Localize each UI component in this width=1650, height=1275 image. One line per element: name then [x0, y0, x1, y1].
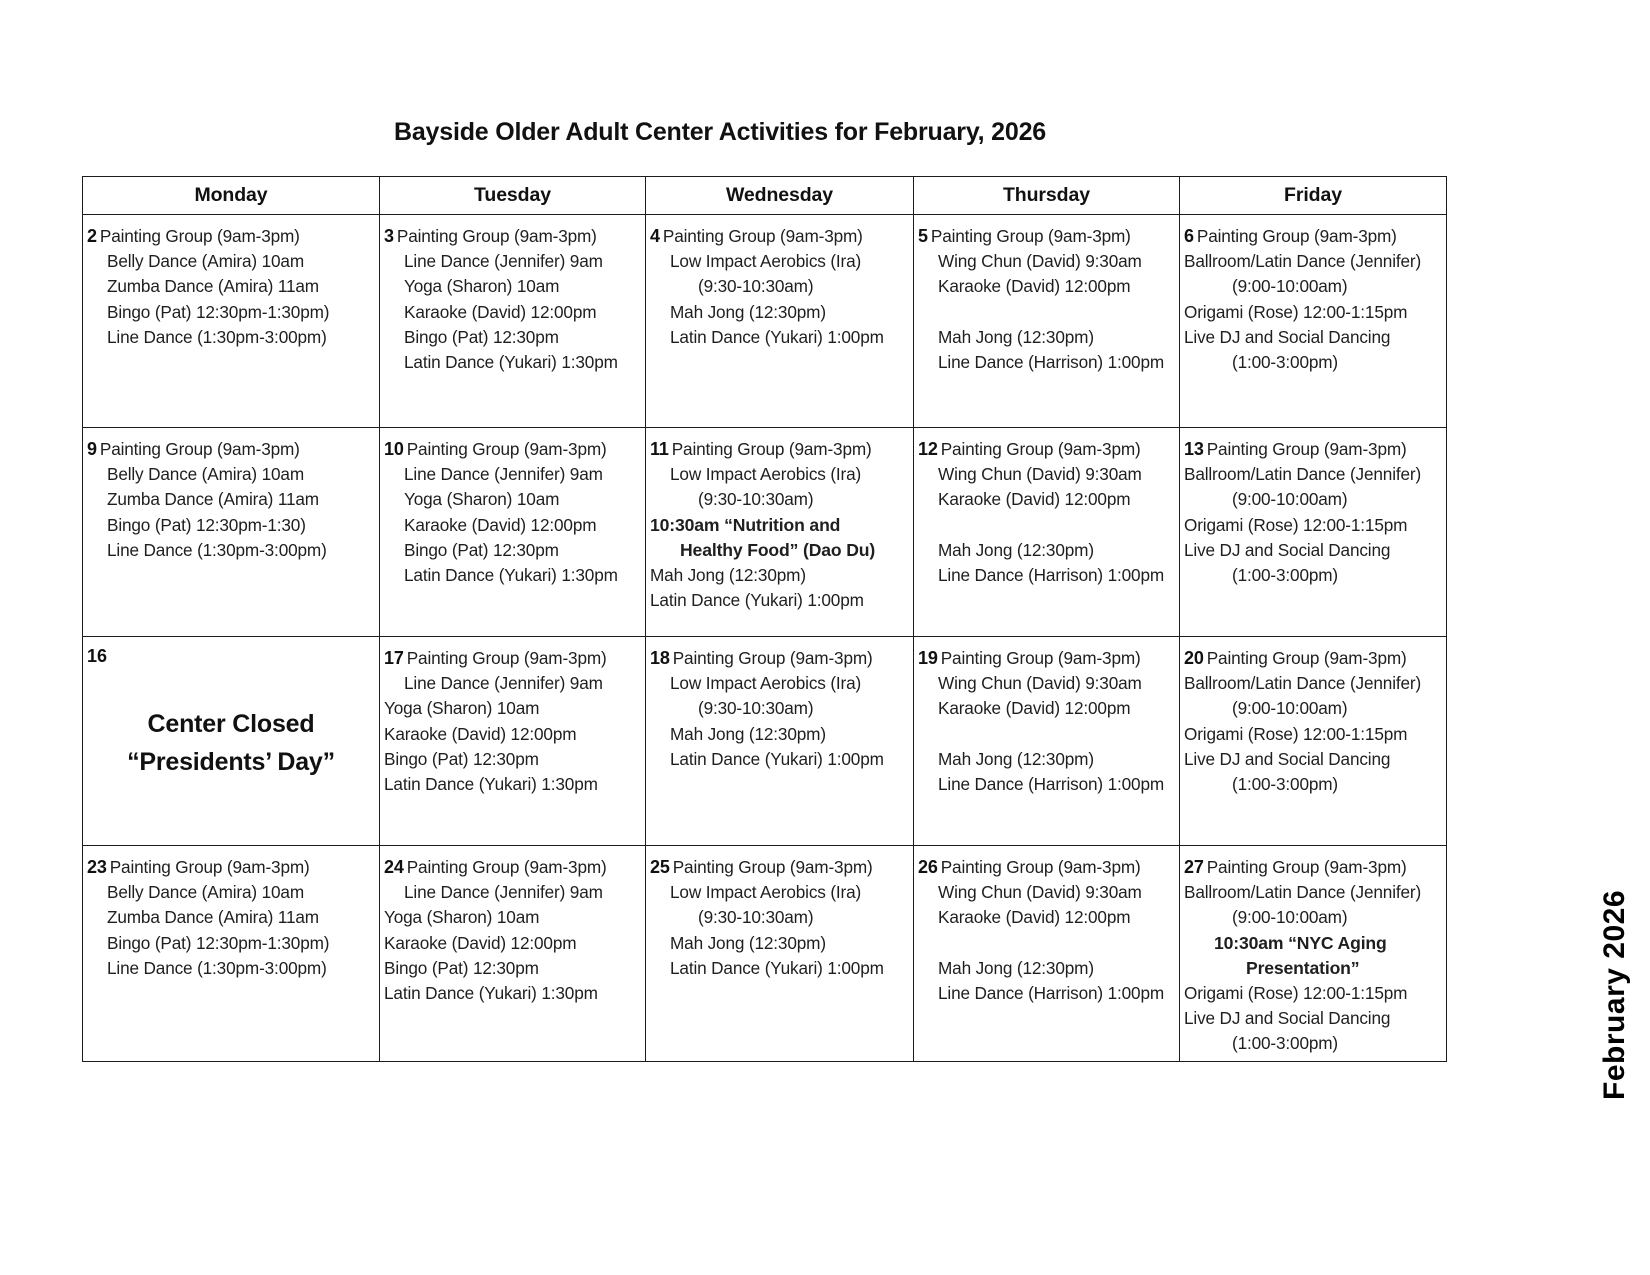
day-cell-content: [1180, 215, 1446, 427]
spacer-line: [918, 300, 1175, 325]
activity-item: Line Dance (Jennifer) 9am: [404, 464, 603, 485]
day-first-line: [384, 855, 641, 880]
activity-item: Painting Group (9am-3pm): [406, 648, 607, 668]
center-closed-notice: [87, 705, 375, 781]
activity-item: Painting Group (9am-3pm): [99, 439, 300, 459]
day-number: 25: [650, 857, 670, 877]
activity-item: Painting Group (9am-3pm): [672, 857, 873, 877]
day-first-line: [1184, 437, 1442, 462]
activity-item: Ballroom/Latin Dance (Jennifer): [1184, 673, 1422, 694]
activity-item: Mah Jong (12:30pm): [670, 723, 826, 744]
activity-item: Healthy Food” (Dao Du): [680, 539, 876, 560]
activity-item: Origami (Rose) 12:00-1:15pm: [1184, 514, 1408, 535]
calendar-day-cell-4[interactable]: [646, 215, 914, 428]
activity-item: Latin Dance (Yukari) 1:30pm: [404, 352, 618, 373]
activity-item: Wing Chun (David) 9:30am: [938, 882, 1142, 903]
day-cell-content: [646, 637, 913, 845]
calendar-day-cell-11[interactable]: [646, 428, 914, 637]
activity-list: [87, 855, 375, 981]
activity-item: Mah Jong (12:30pm): [670, 301, 826, 322]
calendar-day-cell-18[interactable]: [646, 637, 914, 846]
day-cell-content: [914, 637, 1179, 845]
calendar-day-cell-5[interactable]: [914, 215, 1180, 428]
day-first-line: [384, 646, 641, 671]
day-cell-content: [380, 215, 645, 427]
activity-list: [384, 646, 641, 797]
activity-list: [1184, 855, 1442, 1057]
activity-item: Zumba Dance (Amira) 11am: [107, 907, 319, 928]
activity-item: Karaoke (David) 12:00pm: [404, 301, 597, 322]
calendar-day-cell-27[interactable]: [1180, 846, 1447, 1062]
calendar-header-row: [83, 177, 1447, 215]
day-number: 17: [384, 648, 404, 668]
activity-list: [650, 437, 909, 613]
calendar-week-row: [83, 846, 1447, 1062]
day-number: 23: [87, 857, 107, 877]
day-first-line: [650, 855, 909, 880]
day-first-line: [384, 437, 641, 462]
activity-item: Yoga (Sharon) 10am: [384, 698, 540, 719]
day-first-line: [918, 855, 1175, 880]
day-cell-content: [1180, 846, 1446, 1061]
calendar-day-cell-13[interactable]: [1180, 428, 1447, 637]
activity-item: (9:30-10:30am): [698, 489, 814, 510]
activity-list: [918, 855, 1175, 1006]
calendar-day-cell-9[interactable]: [83, 428, 380, 637]
activity-item: Painting Group (9am-3pm): [1206, 648, 1407, 668]
activity-item: Bingo (Pat) 12:30pm-1:30pm): [107, 301, 330, 322]
day-cell-content: [83, 846, 379, 1061]
activity-item: Mah Jong (12:30pm): [938, 539, 1094, 560]
day-number: 5: [918, 226, 928, 246]
activity-item: Painting Group (9am-3pm): [109, 857, 310, 877]
activity-list: [384, 224, 641, 375]
activity-list: [650, 646, 909, 772]
activity-item: Live DJ and Social Dancing: [1184, 1008, 1391, 1029]
activity-item: (9:00-10:00am): [1232, 698, 1348, 719]
day-number: 3: [384, 226, 394, 246]
calendar-day-cell-17[interactable]: [380, 637, 646, 846]
calendar-day-cell-16[interactable]: [83, 637, 380, 846]
activity-item: Karaoke (David) 12:00pm: [384, 723, 577, 744]
calendar-day-cell-25[interactable]: [646, 846, 914, 1062]
calendar-day-cell-24[interactable]: [380, 846, 646, 1062]
activity-item: Line Dance (1:30pm-3:00pm): [107, 326, 327, 347]
activity-item: (9:00-10:00am): [1232, 907, 1348, 928]
activity-item: Zumba Dance (Amira) 11am: [107, 276, 319, 297]
day-number: 9: [87, 439, 97, 459]
day-number: 4: [650, 226, 660, 246]
closed-notice-line: “Presidents’ Day”: [127, 748, 335, 776]
activity-item: Painting Group (9am-3pm): [99, 226, 300, 246]
day-number: 20: [1184, 648, 1204, 668]
activity-item: (9:30-10:30am): [698, 907, 814, 928]
day-cell-content: [646, 428, 913, 636]
activity-list: [918, 224, 1175, 375]
activity-item: Ballroom/Latin Dance (Jennifer): [1184, 882, 1422, 903]
day-first-line: [1184, 224, 1442, 249]
day-cell-content: [914, 846, 1179, 1061]
activity-item: Painting Group (9am-3pm): [1196, 226, 1397, 246]
activity-item: Latin Dance (Yukari) 1:00pm: [670, 326, 884, 347]
activity-list: [87, 437, 375, 563]
day-number: 12: [918, 439, 938, 459]
activity-item: Line Dance (Jennifer) 9am: [404, 673, 603, 694]
activity-item: Painting Group (9am-3pm): [406, 857, 607, 877]
day-cell-content: [83, 428, 379, 636]
calendar-week-row: [83, 215, 1447, 428]
activity-item: 10:30am “Nutrition and: [650, 514, 841, 535]
activity-item: (9:00-10:00am): [1232, 489, 1348, 510]
day-first-line: [87, 224, 375, 249]
activity-list: [384, 855, 641, 1006]
calendar-day-cell-10[interactable]: [380, 428, 646, 637]
activity-item: Line Dance (1:30pm-3:00pm): [107, 539, 327, 560]
activity-list: [384, 437, 641, 588]
calendar-day-cell-19[interactable]: [914, 637, 1180, 846]
day-number: 6: [1184, 226, 1194, 246]
activity-item: Latin Dance (Yukari) 1:30pm: [384, 983, 598, 1004]
calendar-day-cell-12[interactable]: [914, 428, 1180, 637]
activity-item: Live DJ and Social Dancing: [1184, 326, 1391, 347]
activity-item: Karaoke (David) 12:00pm: [938, 276, 1131, 297]
day-number: 26: [918, 857, 938, 877]
activity-item: Bingo (Pat) 12:30pm-1:30pm): [107, 932, 330, 953]
activity-item: Ballroom/Latin Dance (Jennifer): [1184, 251, 1422, 272]
activity-item: Belly Dance (Amira) 10am: [107, 464, 304, 485]
activity-item: Low Impact Aerobics (Ira): [670, 882, 862, 903]
activity-item: Mah Jong (12:30pm): [938, 957, 1094, 978]
day-cell-content: [83, 637, 379, 845]
activity-item: (9:00-10:00am): [1232, 276, 1348, 297]
activity-item: Origami (Rose) 12:00-1:15pm: [1184, 301, 1408, 322]
day-first-line: [384, 224, 641, 249]
column-header-monday: Monday: [83, 177, 380, 215]
calendar-day-cell-20[interactable]: [1180, 637, 1447, 846]
activity-item: Yoga (Sharon) 10am: [384, 907, 540, 928]
activity-list: [650, 224, 909, 350]
activity-item: Bingo (Pat) 12:30pm: [404, 326, 559, 347]
day-cell-content: [380, 428, 645, 636]
day-first-line: [650, 646, 909, 671]
day-cell-content: [646, 846, 913, 1061]
activity-item: Karaoke (David) 12:00pm: [404, 514, 597, 535]
day-number: 18: [650, 648, 670, 668]
day-first-line: [918, 437, 1175, 462]
activity-item: Latin Dance (Yukari) 1:00pm: [650, 590, 864, 611]
day-cell-content: [380, 846, 645, 1061]
activity-list: [1184, 646, 1442, 797]
calendar-week-row: [83, 428, 1447, 637]
activity-item: (1:00-3:00pm): [1232, 774, 1339, 795]
activity-item: Bingo (Pat) 12:30pm: [384, 957, 539, 978]
day-first-line: [87, 855, 375, 880]
activity-list: [650, 855, 909, 981]
activity-item: 10:30am “NYC Aging: [1214, 932, 1387, 953]
activity-item: Latin Dance (Yukari) 1:30pm: [404, 565, 618, 586]
activity-item: Low Impact Aerobics (Ira): [670, 464, 862, 485]
activity-item: Painting Group (9am-3pm): [1206, 857, 1407, 877]
day-cell-content: [380, 637, 645, 845]
activity-item: Painting Group (9am-3pm): [940, 648, 1141, 668]
activity-item: (9:30-10:30am): [698, 276, 814, 297]
activity-item: Origami (Rose) 12:00-1:15pm: [1184, 983, 1408, 1004]
activity-item: Painting Group (9am-3pm): [672, 648, 873, 668]
activity-item: Origami (Rose) 12:00-1:15pm: [1184, 723, 1408, 744]
activity-list: [918, 646, 1175, 797]
day-number: 16: [87, 646, 108, 666]
activity-item: (9:30-10:30am): [698, 698, 814, 719]
calendar-week-row: [83, 637, 1447, 846]
activity-item: Karaoke (David) 12:00pm: [384, 932, 577, 953]
day-first-line: [650, 437, 909, 462]
day-first-line: [650, 224, 909, 249]
calendar-container: [82, 176, 1446, 1062]
calendar-day-cell-23[interactable]: [83, 846, 380, 1062]
column-header-wednesday: Wednesday: [646, 177, 914, 215]
activity-list: [1184, 437, 1442, 588]
activity-list: [918, 437, 1175, 588]
activity-item: Live DJ and Social Dancing: [1184, 539, 1391, 560]
activity-item: Line Dance (Harrison) 1:00pm: [938, 352, 1165, 372]
activity-list: [87, 224, 375, 350]
activity-item: Mah Jong (12:30pm): [650, 565, 806, 586]
day-number: 2: [87, 226, 97, 246]
activity-item: Wing Chun (David) 9:30am: [938, 673, 1142, 694]
activity-item: Painting Group (9am-3pm): [396, 226, 597, 246]
activity-item: Painting Group (9am-3pm): [662, 226, 863, 246]
month-side-label: February 2026: [1598, 890, 1631, 1100]
calendar-day-cell-6[interactable]: [1180, 215, 1447, 428]
activity-item: Latin Dance (Yukari) 1:30pm: [384, 774, 598, 795]
activity-item: Mah Jong (12:30pm): [938, 748, 1094, 769]
spacer-line: [918, 931, 1175, 956]
day-first-line: [918, 224, 1175, 249]
page-title: Bayside Older Adult Center Activities for February, 2026: [394, 118, 1046, 146]
activity-item: Painting Group (9am-3pm): [930, 226, 1131, 246]
activity-item: Yoga (Sharon) 10am: [404, 276, 560, 297]
column-header-friday: Friday: [1180, 177, 1447, 215]
activity-item: (1:00-3:00pm): [1232, 565, 1339, 586]
activity-item: Belly Dance (Amira) 10am: [107, 251, 304, 272]
activity-item: Painting Group (9am-3pm): [671, 439, 872, 459]
calendar-day-cell-2[interactable]: [83, 215, 380, 428]
day-cell-content: [1180, 428, 1446, 636]
activity-item: Painting Group (9am-3pm): [1206, 439, 1407, 459]
activity-item: Low Impact Aerobics (Ira): [670, 251, 862, 272]
activity-item: Line Dance (1:30pm-3:00pm): [107, 957, 327, 978]
day-first-line: [1184, 646, 1442, 671]
day-first-line: [918, 646, 1175, 671]
calendar-day-cell-3[interactable]: [380, 215, 646, 428]
activity-item: Wing Chun (David) 9:30am: [938, 464, 1142, 485]
activity-item: Line Dance (Jennifer) 9am: [404, 251, 603, 272]
activity-item: Painting Group (9am-3pm): [940, 857, 1141, 877]
column-header-thursday: Thursday: [914, 177, 1180, 215]
day-first-line: [87, 437, 375, 462]
activity-item: Belly Dance (Amira) 10am: [107, 882, 304, 903]
activity-item: Painting Group (9am-3pm): [406, 439, 607, 459]
closed-notice-line: Center Closed: [147, 710, 315, 738]
activity-item: Line Dance (Harrison) 1:00pm: [938, 983, 1165, 1003]
activity-item: Karaoke (David) 12:00pm: [938, 698, 1131, 719]
activity-item: Line Dance (Jennifer) 9am: [404, 882, 603, 903]
activity-item: Bingo (Pat) 12:30pm: [384, 748, 539, 769]
spacer-line: [918, 722, 1175, 747]
calendar-body: [83, 215, 1447, 1062]
activity-item: Zumba Dance (Amira) 11am: [107, 489, 319, 510]
activity-item: Bingo (Pat) 12:30pm-1:30): [107, 514, 306, 535]
day-number: 24: [384, 857, 404, 877]
day-cell-content: [646, 215, 913, 427]
day-cell-content: [914, 428, 1179, 636]
day-number: 13: [1184, 439, 1204, 459]
activity-item: Latin Dance (Yukari) 1:00pm: [670, 957, 884, 978]
activity-item: Line Dance (Harrison) 1:00pm: [938, 774, 1165, 794]
day-number: 10: [384, 439, 404, 459]
activity-item: Wing Chun (David) 9:30am: [938, 251, 1142, 272]
activity-item: Mah Jong (12:30pm): [670, 932, 826, 953]
day-number: 11: [650, 439, 669, 459]
day-number: 27: [1184, 857, 1204, 877]
day-cell-content: [83, 215, 379, 427]
activity-item: Live DJ and Social Dancing: [1184, 748, 1391, 769]
activity-item: (1:00-3:00pm): [1232, 352, 1339, 373]
activity-item: Painting Group (9am-3pm): [940, 439, 1141, 459]
day-cell-content: [914, 215, 1179, 427]
activity-item: (1:00-3:00pm): [1232, 1033, 1339, 1054]
activity-item: Latin Dance (Yukari) 1:00pm: [670, 748, 884, 769]
activity-item: Bingo (Pat) 12:30pm: [404, 539, 559, 560]
day-number: 19: [918, 648, 938, 668]
day-cell-content: [1180, 637, 1446, 845]
activity-list: [1184, 224, 1442, 375]
activity-item: Low Impact Aerobics (Ira): [670, 673, 862, 694]
activity-item: Line Dance (Harrison) 1:00pm: [938, 565, 1165, 585]
spacer-line: [918, 513, 1175, 538]
activity-item: Karaoke (David) 12:00pm: [938, 489, 1131, 510]
activity-item: Ballroom/Latin Dance (Jennifer): [1184, 464, 1422, 485]
column-header-tuesday: Tuesday: [380, 177, 646, 215]
activity-item: Yoga (Sharon) 10am: [404, 489, 560, 510]
day-first-line: [1184, 855, 1442, 880]
activity-item: Mah Jong (12:30pm): [938, 326, 1094, 347]
activity-item: Karaoke (David) 12:00pm: [938, 907, 1131, 928]
calendar-day-cell-26[interactable]: [914, 846, 1180, 1062]
activity-item: Presentation”: [1246, 957, 1360, 978]
activities-calendar-table: [82, 176, 1447, 1062]
